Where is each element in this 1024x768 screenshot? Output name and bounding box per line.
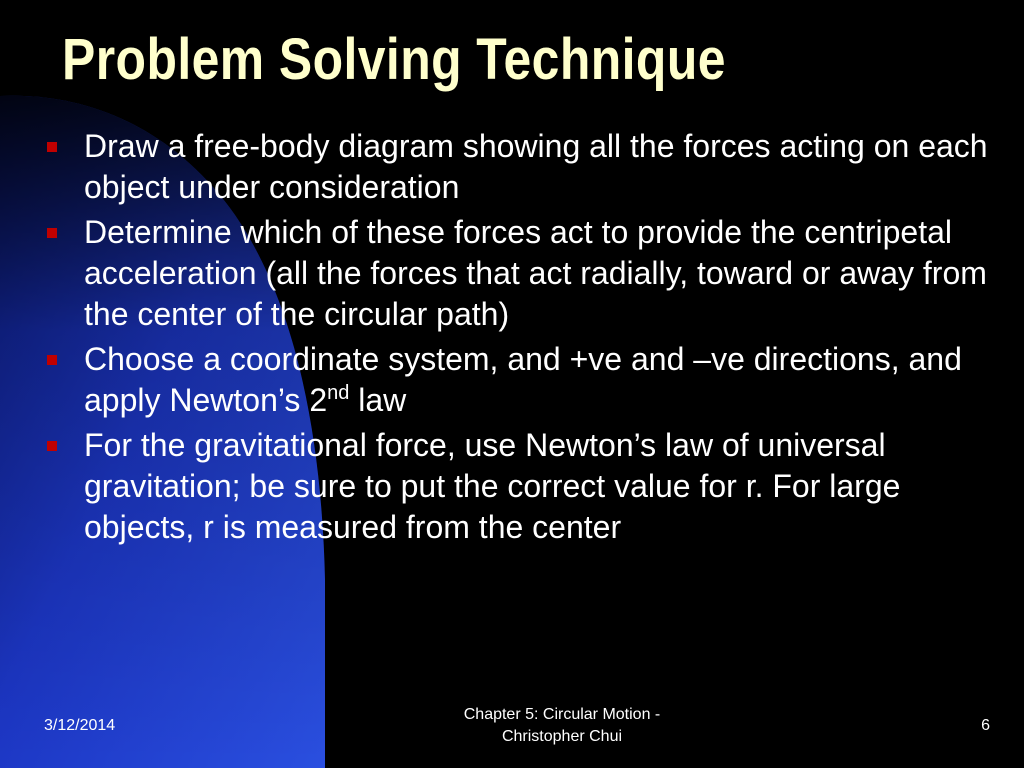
- square-bullet-icon: [47, 228, 57, 238]
- bullet-text: Draw a free-body diagram showing all the forces acting on each object under consideration: [84, 128, 988, 205]
- superscript-ordinal: nd: [327, 382, 350, 404]
- square-bullet-icon: [47, 441, 57, 451]
- bullet-text-tail: law: [349, 382, 407, 418]
- bullet-text: For the gravitational force, use Newton’s law of universal gravitation; be sure to put the correct value for r. For large objects, r is measured from the center: [84, 427, 901, 545]
- footer-date: 3/12/2014: [44, 717, 116, 734]
- footer-author: Christopher Chui: [501, 728, 623, 745]
- bullet-text-main: Choose a coordinate system, and +ve and –ve directions, and apply Newton’s 2: [84, 341, 962, 418]
- footer-chapter: Chapter 5: Circular Motion -: [463, 706, 661, 723]
- bullet-text: [84, 341, 962, 418]
- bullet-list: [44, 126, 994, 552]
- bullet-item: [44, 339, 994, 421]
- footer-chapter-author: [412, 704, 712, 748]
- bullet-item: [44, 425, 994, 548]
- square-bullet-icon: [47, 355, 57, 365]
- bullet-text: Determine which of these forces act to provide the centripetal acceleration (all the forces that act radially, toward or away from the center of the circular path): [84, 214, 987, 332]
- bullet-item: [44, 212, 994, 335]
- page-number: 6: [981, 717, 990, 734]
- square-bullet-icon: [47, 142, 57, 152]
- bullet-item: [44, 126, 994, 208]
- slide-title: Problem Solving Technique: [62, 27, 726, 92]
